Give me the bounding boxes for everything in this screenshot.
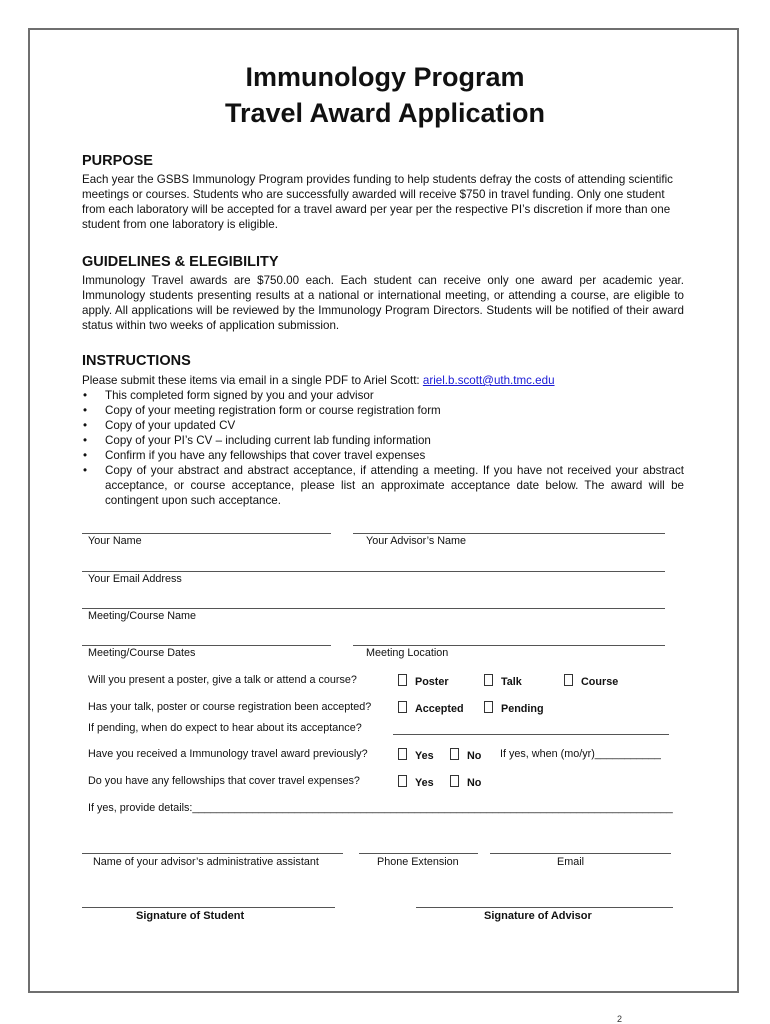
fellowships-question: Do you have any fellowships that cover travel expenses? — [88, 775, 360, 787]
list-item: • This completed form signed by you and your advisor — [82, 388, 684, 403]
phone-extension-field[interactable] — [359, 853, 478, 854]
prev-award-when-field[interactable]: If yes, when (mo/yr)___________ — [500, 748, 661, 760]
phone-extension-label: Phone Extension — [377, 856, 459, 868]
purpose-text: Each year the GSBS Immunology Program provides funding to help students defray the costs of attending scientific meetings or courses. Students who are successfully awarded will receive $750 in travel funding. Only one student from each laboratory will be accepted for a travel award per year per the respective PI’s discretion if more than one student from one laboratory is eligible. — [82, 173, 673, 231]
student-signature-field[interactable] — [82, 907, 335, 908]
guidelines-text: Immunology Travel awards are $750.00 each. Each student can receive only one award per academic year. Immunology students presenting results at a national or international meeting, or attending a course, are eligible to apply. All applications will be reviewed by the Immunology Program Directors. Students will be notified of their award status within two weeks of application submission. — [82, 274, 684, 332]
prev-award-yes-checkbox[interactable] — [398, 748, 407, 760]
assistant-name-label: Name of your advisor’s administrative assistant — [93, 856, 319, 868]
fellowship-details-field[interactable]: If yes, provide details:________________________________________________________________________________ — [88, 802, 673, 814]
instructions-intro — [82, 373, 684, 388]
instructions-intro-text: Please submit these items via email in a single PDF to Ariel Scott: — [82, 374, 420, 387]
prev-award-no-label: No — [467, 750, 482, 762]
assistant-name-field[interactable] — [82, 853, 343, 854]
prev-award-yes-option[interactable] — [398, 748, 434, 762]
list-item: • Confirm if you have any fellowships that cover travel expenses — [82, 448, 684, 463]
prev-award-question: Have you received a Immunology travel award previously? — [88, 748, 368, 760]
advisor-signature-label: Signature of Advisor — [484, 910, 592, 922]
meeting-dates-field[interactable] — [82, 645, 331, 646]
email-field[interactable] — [82, 571, 665, 572]
submission-email-link[interactable]: ariel.b.scott@uth.tmc.edu — [422, 374, 555, 387]
prev-award-no-checkbox[interactable] — [450, 748, 459, 760]
meeting-name-field[interactable] — [82, 608, 665, 609]
meeting-location-field[interactable] — [353, 645, 665, 646]
list-item: • Copy of your meeting registration form or course registration form — [82, 403, 684, 418]
talk-option[interactable] — [484, 674, 522, 688]
purpose-heading: PURPOSE — [82, 153, 153, 169]
meeting-location-label: Meeting Location — [366, 647, 449, 659]
present-question: Will you present a poster, give a talk or attend a course? — [88, 674, 357, 686]
title-line-2: Travel Award Application — [224, 98, 546, 128]
talk-option-label: Talk — [501, 676, 522, 688]
fellowships-no-checkbox[interactable] — [450, 775, 459, 787]
list-item: • Copy of your updated CV — [82, 418, 684, 433]
pending-option-label: Pending — [501, 703, 544, 715]
advisor-name-field[interactable] — [353, 533, 665, 534]
pending-date-field[interactable] — [393, 734, 669, 735]
accepted-question: Has your talk, poster or course registration been accepted? — [88, 701, 372, 713]
meeting-name-label: Meeting/Course Name — [88, 610, 197, 622]
student-signature-label: Signature of Student — [136, 910, 245, 922]
course-option-label: Course — [581, 676, 619, 688]
your-name-label: Your Name — [88, 535, 142, 547]
email-label: Your Email Address — [88, 573, 182, 585]
talk-checkbox[interactable] — [484, 674, 493, 686]
prev-award-no-option[interactable] — [450, 748, 481, 762]
poster-checkbox[interactable] — [398, 674, 407, 686]
assistant-email-label: Email — [557, 856, 584, 868]
title-line-1: Immunology Program — [245, 62, 525, 92]
course-option[interactable] — [564, 674, 618, 688]
pending-checkbox[interactable] — [484, 701, 493, 713]
course-checkbox[interactable] — [564, 674, 573, 686]
accepted-option-label: Accepted — [415, 703, 464, 715]
advisor-signature-field[interactable] — [416, 907, 673, 908]
your-name-field[interactable] — [82, 533, 331, 534]
prev-award-yes-label: Yes — [415, 750, 434, 762]
poster-option[interactable] — [398, 674, 449, 688]
accepted-checkbox[interactable] — [398, 701, 407, 713]
fellowships-yes-checkbox[interactable] — [398, 775, 407, 787]
page-number: 2 — [617, 1014, 623, 1024]
list-item: • Copy of your abstract and abstract acceptance, if attending a meeting. If you have not received your abstract acceptance, or course acceptance, please list an approximate acceptance date below. The award will be contingent upon such acceptance. — [82, 463, 684, 508]
assistant-email-field[interactable] — [490, 853, 671, 854]
list-item: • Copy of your PI’s CV – including current lab funding information — [82, 433, 684, 448]
instructions-heading: INSTRUCTIONS — [82, 353, 191, 369]
advisor-name-label: Your Advisor’s Name — [366, 535, 467, 547]
instructions-list — [82, 388, 684, 508]
guidelines-heading: GUIDELINES & ELEGIBILITY — [82, 254, 279, 270]
poster-option-label: Poster — [415, 676, 449, 688]
accepted-option[interactable] — [398, 701, 464, 715]
fellowships-no-label: No — [467, 777, 482, 789]
fellowships-yes-option[interactable] — [398, 775, 434, 789]
meeting-dates-label: Meeting/Course Dates — [88, 647, 196, 659]
pending-option[interactable] — [484, 701, 544, 715]
pending-question: If pending, when do expect to hear about its acceptance? — [88, 722, 362, 734]
fellowships-no-option[interactable] — [450, 775, 481, 789]
fellowships-yes-label: Yes — [415, 777, 434, 789]
